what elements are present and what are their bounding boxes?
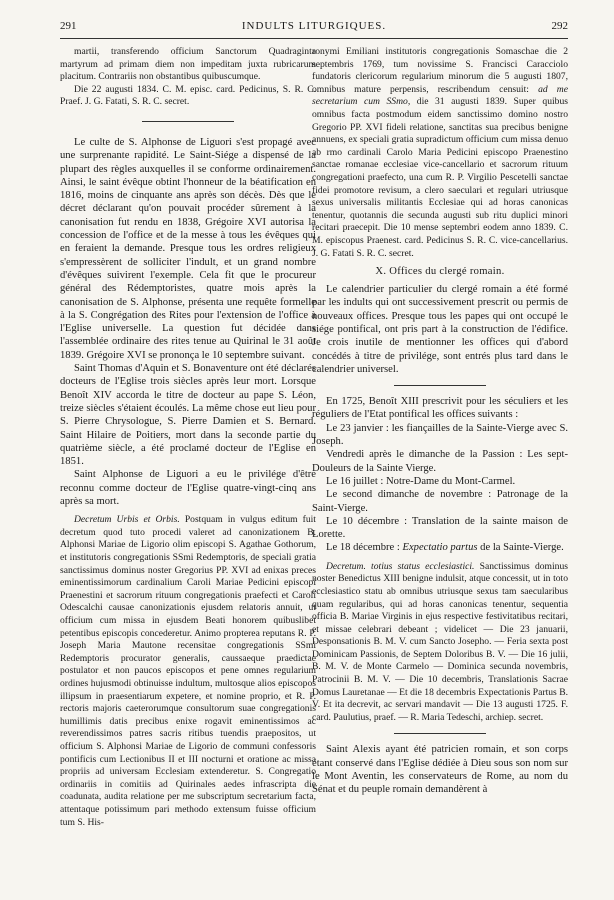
section-heading: X. Offices du clergé romain. <box>375 266 505 278</box>
running-title: INDULTS LITURGIQUES. <box>241 20 387 32</box>
paragraph-benedict: En 1725, Benoît XIII prescrivit pour les séculiers et les réguliers de l'Etat pontifical les offices suivants : <box>312 396 568 421</box>
feast-item: Vendredi après le dimanche de la Passion : Les sept-Douleurs de la Sainte Vierge. <box>312 449 568 474</box>
decree-date: Die 22 augusti 1834. C. M. episc. card. Pedicinus, S. R. C. Praef. J. G. Fatati, S. R. C. secret. <box>60 83 316 108</box>
decree-heading: Decretum Urbis et Orbis. <box>74 514 180 526</box>
decree-text: Postquam in vulgus editum fuit decretum quod tuto procedi valeret ad canonizationem B. Alphonsi Mariae de Ligorio olim episcopi S. Agathae Gothorum, et institutoris congregationis SSmi Redemptoris, de speciali gratia sanctissimus dominus noster Gregorius PP. XVI ad enixas preces eminentissimorum cardinalium Caroli Mariae Pedicini episcopi Praenestini et sacrorum rituum congregationis praefecti et Caroli Odescalchi causae canonizationis ejusdem relatoris annuit, ut officium cum missa in ejusdem Beati honorem quibuslibet petentibus episcopis concederetur. Animo propterea reputans R. P. Joseph Maria Mautone recensitae congregationis SSmi Redemptoris procurator generalis, caussaeque praedictae postulator et non paucos episcopos et pene omnes regularium ordines hujusmodi obtinuisse indultum, multosque alios episcopos illipsum in praesentiarum expetere, et nomine proprio, et R. P. rectoris majoris caeterorumque consultorum suae congregationis humillimis datis precibus enixe rogavit eminentissimos ac reverendissimos patres sacris ritibus tuendis praepositos, ut officium S. Alphonsi Mariae de Ligorio de communi confessoris pontificis cum Lectionibus II et III nocturni et oratione ac missa propriis ad universam Ecclesiam extenderetur. S. Congregatio ordinariis in comitiis ad Quirinales aedes infrascripta die coadunata, audita relatione per me subscriptum secretarium facta, attentaque potissimum pari methodo extensum fuisse officium tum S. His- <box>60 514 316 828</box>
page-number-right: 292 <box>551 20 568 32</box>
decree-heading: Decretum. totius status ecclesiastici. <box>326 560 475 572</box>
latin-continuation: martii, transferendo officium Sanctorum Quadraginta martyrum ad primam diem non impeditam juxta rubricarum placitum. Contrariis non obstantibus quibuscumque. <box>60 46 316 83</box>
separator-rule <box>142 121 234 122</box>
header-rule <box>60 38 568 39</box>
paragraph-alphonse-doctor: Saint Alphonse de Liguori a eu le privilége d'être reconnu comme docteur de l'Eglise quatre-vingt-cinq ans après sa mort. <box>60 469 316 507</box>
paragraph-alphonse-cult: Le culte de S. Alphonse de Liguori s'est propagé avec une surprenante rapidité. Le Saint-Siége a dispensé de la plupart des règles auxquelles il se conforme ordinairement. Ainsi, le saint évêque obtint l'honneur de la béatification en 1816, moins de cinquante ans après son décès. Dès que le décret déclarant qu'on pouvait procéder sûrement à la canonisation fut rendu en 1838, Grégoire XVI autorisa la concession de l'office et de la messe à tous les évêques qui en feraient la demande. Presque tous les ordres religieux s'empressèrent de solliciter l'indult, et un grand nombre d'évêques suivirent l'exemple. Cela fit que le procureur général des Rédemptoristes, quatre mois après la canonisation de S. Alphonse, présenta une requête formelle à la S. Congrégation des Rites pour l'extension de l'office à l'Eglise universelle. La question fut décidée dans l'assemblée ordinaire des rites tenue au Quirinal le 31 août 1839. Grégoire XVI se prononça le 10 septembre suivant. <box>60 136 316 361</box>
feast-item: Le 16 juillet : Notre-Dame du Mont-Carmel. <box>326 475 516 487</box>
separator-rule <box>394 385 486 386</box>
decree-status <box>312 561 568 725</box>
decree-text: Sanctissimus dominus noster Benedictus XIII benigne indulsit, atque concessit, ut in toto ecclesiastico statu ab omnibus utriusque sexus tam saecularibus quam regularibus, qui ad horas canonicas tenentur, sequentia officia B. Mariae Virginis in ejus respective festivitatibus recitari, et missae celebrari debeant ; videlicet — Die 23 januarii, Desponsationis B. M. V. cum Sancto Josepho. — Feria sexta post Dominicam Passionis, de Septem Doloribus B. V. — Die 16 julii, B. M. V. de Monte Carmelo — Dominica secunda novembris, Patrocinii B. M. V. — Die 10 decembris, Translationis Sacrae Domus Lauretanae — Et die 18 decembris Expectationis Partus B. V. Et ita decrevit, ac servari mandavit — Die 13 augusti 1725. F. card. Paulutius, praef. — R. Maria Tedeschi, archiep. secret. <box>312 560 569 723</box>
decree-urbis-orbis <box>60 514 316 829</box>
feast-item: Le 10 décembre : Translation de la sainte maison de Lorette. <box>312 515 568 541</box>
page-number-left: 291 <box>60 20 77 32</box>
feast-item: Le 18 décembre : Expectatio partus de la Sainte-Vierge. <box>326 542 564 554</box>
right-column <box>312 46 568 797</box>
paragraph-alexis: Saint Alexis ayant été patricien romain, et son corps étant conservé dans l'Eglise dédiée à Dieu sous son nom sur le Mont Aventin, les conservateurs de Rome, au nom du Sénat et du peuple romain demandèrent à <box>312 744 568 796</box>
left-column <box>60 46 316 829</box>
separator-rule <box>394 733 486 734</box>
page-header <box>60 20 568 38</box>
paragraph-doctors: Saint Thomas d'Aquin et S. Bonaventure ont été déclarés docteurs de l'Eglise trois siècles après leur mort. Lorsque Benoît XIV accorda le titre de docteur au pape S. Léon, treize siècles s'étaient écoulés. La même chose eut lieu pour S. Pierre Chrysologue, S. Pierre Damien et S. Bernard. Saint Hilaire de Poitiers, mort dans la seconde partie du quatrième siècle, a été proclamé docteur de l'Eglise en 1851. <box>60 363 316 468</box>
feast-item: Le second dimanche de novembre : Patronage de la Saint-Vierge. <box>312 489 568 514</box>
paragraph-calendar: Le calendrier particulier du clergé romain a été formé par les indults qui ont successivement prescrit ou permis de nouveaux offices. Presque tous les papes qui ont occupé le siége pontifical, ont pris part à la construction de l'édifice. Je crois inutile de mentionner les offices qui d'abord concédés à titre de privilége, sont entrés plus tard dans le calendrier universel. <box>312 284 568 375</box>
feast-item: Le 23 janvier : les fiançailles de la Sainte-Vierge avec S. Joseph. <box>312 422 568 448</box>
latin-continuation-right: ronymi Emiliani institutoris congregationis Somaschae die 2 septembris 1769, tum novissime S. Francisci Caracciolo fundatoris clericorum regularium minorum die 5 augusti 1807, omnibus mature perpensis, rescribendum censuit: ad me secretarium cum SSmo, die 31 augusti 1839. Super quibus omnibus facta postmodum eidem sanctissimo domino nostro Gregorio PP. XVI fideli relatione, sanctitas sua precibus benigne annuens, ex speciali gratia supradictum officium cum missa denuo ab rmo cardinali Carolo Maria Pedicini episcopo Praenestino sanctae romanae ecclesiae vice-cancellario et sacrorum rituum congregationi praefecto, una cum R. P. Virgilio Pescetelli sanctae fidei promotore revisum, a clero saeculari et regulari utriusque sexus universalis militantis Ecclesiae qui ad horas canonicas tenentur, quotannis die secunda augusti sub ritu duplici minori recitari praecepit. Die 10 mense septembri eodem anno 1839. C. M. episcopus Praenest. card. Pedicinus S. R. C. vice-cancellarius. J. G. Fatati S. R. C. secret. <box>312 46 568 259</box>
